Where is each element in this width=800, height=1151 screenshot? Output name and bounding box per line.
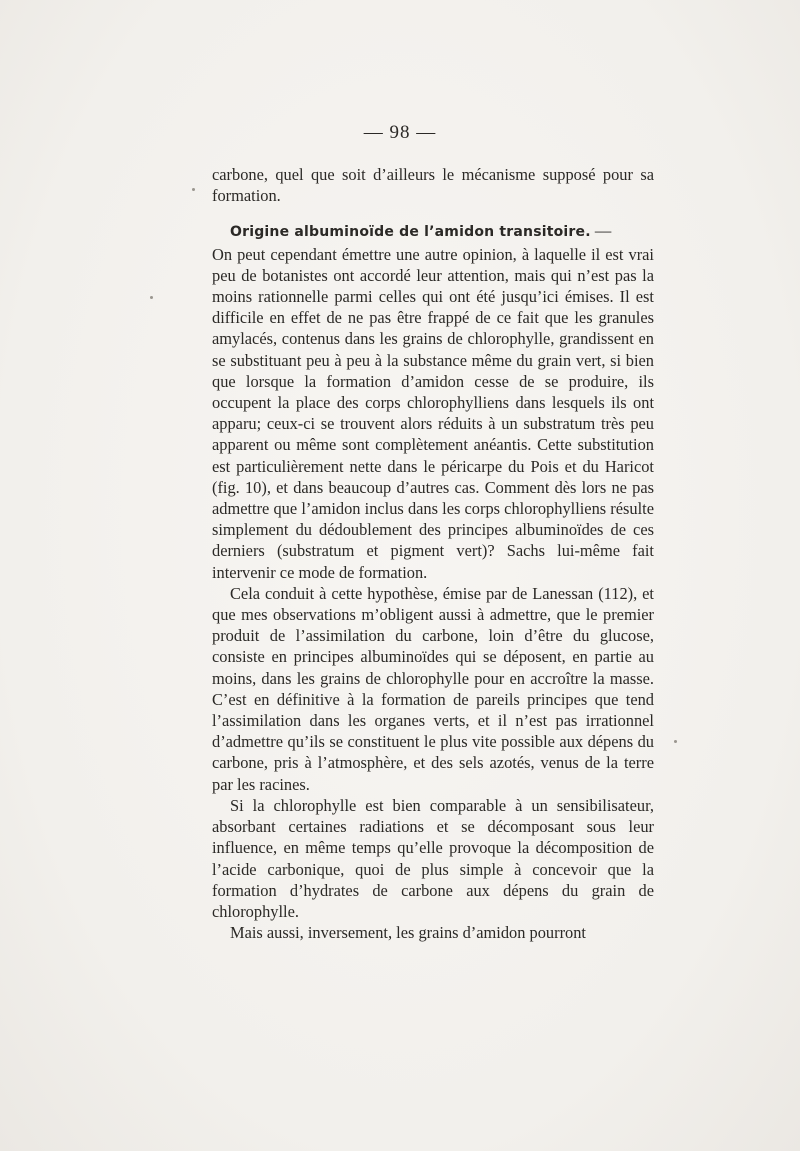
- paragraph-body: Mais aussi, inversement, les grains d’amidon pourront: [230, 923, 586, 943]
- heading-dash: —: [590, 221, 612, 241]
- stray-mark: [674, 740, 677, 743]
- page-number: — 98 —: [363, 122, 437, 143]
- stray-mark: [192, 188, 195, 191]
- section-heading: Origine albuminoïde de l’amidon transitoire.: [230, 224, 591, 241]
- paragraph-body: Cela conduit à cette hypothèse, émise par de Lanessan (112), et que mes observations m’obligent aussi à admettre, que le premier produit de l’assimilation du carbone, loin d’être du glucose, consiste en principes albuminoïdes qui se déposent, en partie au moins, dans les grains de chlorophylle pour en accroître la masse. C’est en définitive à la formation de pareils principes que tend l’assimilation dans les organes verts, et il n’est pas irrationnel d’admettre qu’ils se constituent le plus vite possible aux dépens du carbone, pris à l’atmosphère, et des sels azotés, venus de la terre par les racines.: [212, 583, 654, 794]
- paragraph-section: [212, 220, 654, 243]
- paragraph-body: Si la chlorophylle est bien comparable à un sensibilisateur, absorbant certaines radiations et se décomposant sous leur influence, en même temps qu’elle provoque la décomposition de l’acide carbonique, quoi de plus simple à concevoir que la formation d’hydrates de carbone aux dépens du grain de chlorophylle.: [212, 795, 654, 921]
- stray-mark: [150, 296, 153, 299]
- paragraph-continuation: carbone, quel que soit d’ailleurs le mécanisme supposé pour sa formation.: [212, 165, 654, 206]
- paragraph-body: On peut cependant émettre une autre opinion, à laquelle il est vrai peu de botanistes ont accordé leur attention, mais qui n’est pas la moins rationnelle parmi celles qui ont été jusqu’ici émises. Il est difficile en effet de ne pas être frappé de ce fait que les granules amylacés, contenus dans les grains de chlorophylle, grandissent en se substituant peu à peu à la substance même du grain vert, si bien que lorsque la formation d’amidon cesse de se produire, ils occupent la place des corps chlorophylliens dans lesquels ils ont apparu; ceux-ci se trouvent alors réduits à un substratum très peu apparent ou même sont complètement anéantis. Cette substitution est particulièrement nette dans le péricarpe du Pois et du Haricot (fig. 10), et dans beaucoup d’autres cas. Comment dès lors ne pas admettre que l’amidon inclus dans les corps chlorophylliens résulte simplement du dédoublement des principes albuminoïdes de ces derniers (substratum et pigment vert)? Sachs lui-même fait intervenir ce mode de formation.: [212, 244, 654, 582]
- body-text: [212, 164, 654, 943]
